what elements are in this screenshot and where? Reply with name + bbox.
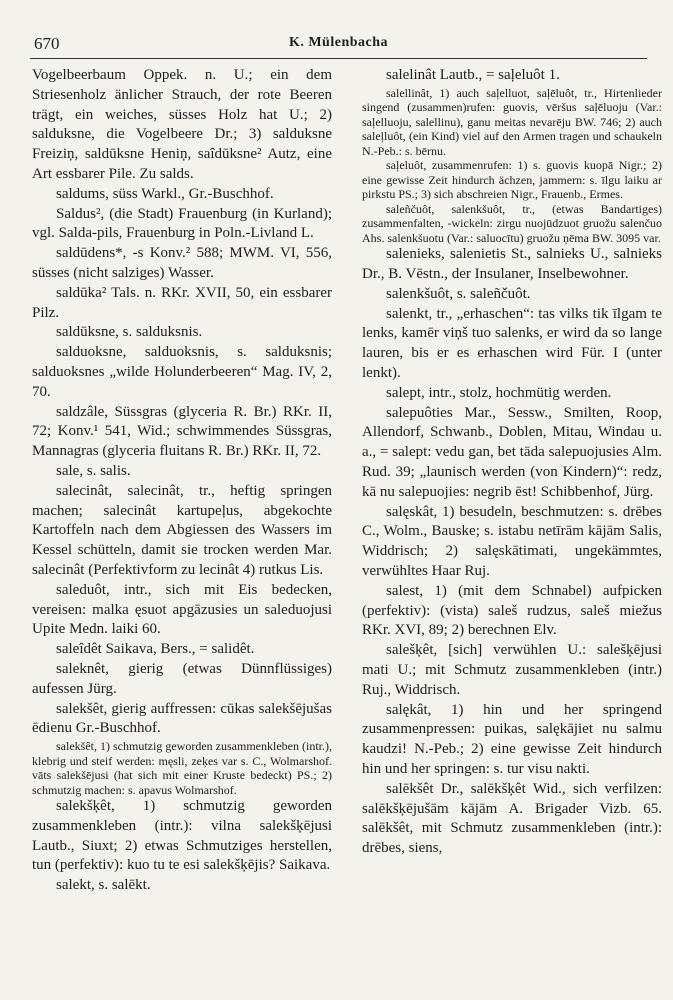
entry-salept: salept, intr., stolz, hochmütig werden. [386, 384, 612, 401]
entry-saldums: saldums, süss Warkl., Gr.-Buschhof. [56, 185, 274, 202]
entry-salduksne: saldūksne, s. salduksnis. [56, 324, 203, 341]
entry-salellinat: salellinât, 1) auch saļelluot, saļēluôt, tr., Hirtenlieder singend (zusammen)rufen: guovis, vēršus saļēluoju (Var.: saļelluoju, salellinu), ganu meitas nevarēju BW. 746; 2) auch saleļluôt, (ein Kind) viel auf den Armen tragen und schaukeln N.-Peb.: s. bērnu. [362, 85, 662, 158]
entry-saleknet: saleknêt, gierig (etwas Dünnflüssiges) aufessen Jürg. [32, 660, 332, 697]
entry-salduka: saldūka² Tals. n. RKr. XVII, 50, ein essbarer Pilz. [32, 284, 332, 321]
left-column [32, 66, 332, 896]
entry-saleksket-2: salēkšêt Dr., salēkšķêt Wid., sich verfilzen: salēkšķējušām kājām A. Brigader Vizb. 65. salēkšêt, mit Schmutz zusammenkleben (intr.): drēbes, siens, [362, 780, 662, 857]
entry-saleskat: salęskât, 1) besudeln, beschmutzen: s. drēbes C., Wolm., Bauske; s. istabu netīrām kājām Salis, Widdrisch; 2) salęskātimati, ungekämmtes, verwühltes Haar Ruj. [362, 503, 662, 580]
entry-salesket: salešķêt, [sich] verwühlen U.: salešķējusi mati U.; mit Schmutz zusammenkleben (intr.) Ruj., Widdrisch. [362, 642, 662, 698]
entry-salencuot: saleñčuôt, salenkšuôt, tr., (etwas Bandartiges) zusammenfalten, -wickeln: zirgu nuojūdzuot gruožu salenčuo Ahs. salenkšuotu (Var.: saluocītu) gruožu ņēma BW. 3095 var. [362, 201, 662, 245]
entry-salecinat: salecinât, salecinât, tr., heftig springen machen; salecinât kartupeļus, abgekochte Kartoffeln nach dem Abgiessen des Wassers im Kessel schütteln, damit sie trocken werden Mar. salecinât (Perfektivform zu lecinât 4) rutkus Lis. [32, 482, 332, 578]
entry-sale: sale, s. salis. [56, 462, 131, 479]
entry-salepuoties: salepuôties Mar., Sessw., Smilten, Roop, Allendorf, Schwanb., Doblen, Mitau, Windau u. a., = salept: vedu gan, bet tāda salepuojusies Alm. Rud. 39; „launisch werden (von Kindern)“: redz, kā nu salepuojies: negrib ēst! Schibbenhof, Jürg. [362, 404, 662, 500]
entry-salest: salest, 1) (mit dem Schnabel) aufpicken (perfektiv): (vista) saleš rudzus, saleš miežus RKr. XVI, 89; 2) berechnen Elv. [362, 582, 662, 639]
entry-saldudens: saldūdens*, -s Konv.² 588; MWM. VI, 556, süsses (nicht salziges) Wasser. [32, 245, 332, 281]
page-number: 670 [34, 34, 60, 53]
entry-salenkt: salenkt, tr., „erhaschen“: tas vilks tik īlgam te lenks, kamēr viņš tuo salenks, er wird da so lange lauren, bis er es erhaschen wird Für. I (unter lenkt). [362, 305, 662, 382]
entry-salenieks: salenieks, salenietis St., salnieks U., salnieks Dr., B. Vēstn., der Insulaner, Inselbewohner. [362, 246, 662, 283]
entry-vogelbeerbaum: Vogelbeerbaum Oppek. n. U.; ein dem Striesenholz änlicher Strauch, der rote Beeren trägt, ein weiches, süsses Holz hat U.; 2) salduksne, die Vogelbeere Dr.; 3) salduksne Freiziņ, saldūksne Heniņ, saîdūksne² Autz, eine Art essbarer Pile. Zu salds. [32, 67, 332, 182]
entry-saleluot: saļeluôt, zusammenrufen: 1) s. guovis kuopā Nigr.; 2) eine gewisse Zeit hindurch ächzen, jammern: s. īlgu laiku ar pirkstu PS.; 3) sich abschreien Nigr., Frauenb., Ermes. [362, 158, 662, 202]
entry-saleduot: saleduôt, intr., sich mit Eis bedecken, vereisen: malka ęsuot apgāzusies un saleduojusi Upite Medn. laiki 60. [32, 581, 332, 638]
entry-salekt: salekt, s. salēkt. [56, 877, 151, 894]
running-title: K. Mülenbacha [288, 35, 389, 50]
page-header [30, 30, 647, 59]
entry-salenksuot: salenkšuôt, s. saleñčuôt. [386, 285, 531, 302]
entry-salelinat: salelinât Lautb., = saļeluôt 1. [386, 67, 560, 83]
entry-salekat: salękât, 1) hin und her springend zusammenpressen: puikas, salękājiet nu salmu kaudzi! N.-Peb.; 2) eine gewisse Zeit hindurch hin und her springen: s. tur visu nakti. [362, 701, 662, 778]
entry-salduoksne: salduoksne, salduoksnis, s. salduksnis; salduoksnes „wilde Holunderbeeren“ Mag. IV, 2, 70. [32, 344, 332, 400]
entry-saldzale: saldzâle, Süssgras (glyceria R. Br.) RKr. II, 72; Konv.¹ 541, Wid.; schwimmendes Süssgras, Mannagras (glyceria fluitans R. Br.) RKr. II, 72. [32, 403, 332, 460]
right-column [362, 66, 662, 859]
entry-saleidet: saleîdêt Saikava, Bers., = salidêt. [56, 641, 255, 658]
entry-salekset: salekšêt, gierig auffressen: cūkas salekšējušas ēdienu Gr.-Buschhof. [32, 700, 332, 737]
entry-saldus: Saldus², (die Stadt) Frauenburg (in Kurland); vgl. Salda-pils, Frauenburg in Poln.-Livland L. [32, 205, 332, 242]
entry-salekset-2: salekšêt, 1) schmutzig geworden zusammenkleben (intr.), klebrig und steif werden: męsli, zeķes var s. C., Wolmarshof. vāts salekšējusi (hat sich mit einer Kruste bedeckt) PS.; 2) schmutzig machen: s. apavus Wolmarshof. [32, 739, 332, 797]
entry-saleksket: salekšķêt, 1) schmutzig geworden zusammenkleben (intr.): vilna salekšķējusi Lautb., Siuxt; 2) etwas Schmutziges herstellen, tun (perfektiv): kuo tu te esi salekšķējis? Saikava. [32, 798, 332, 874]
